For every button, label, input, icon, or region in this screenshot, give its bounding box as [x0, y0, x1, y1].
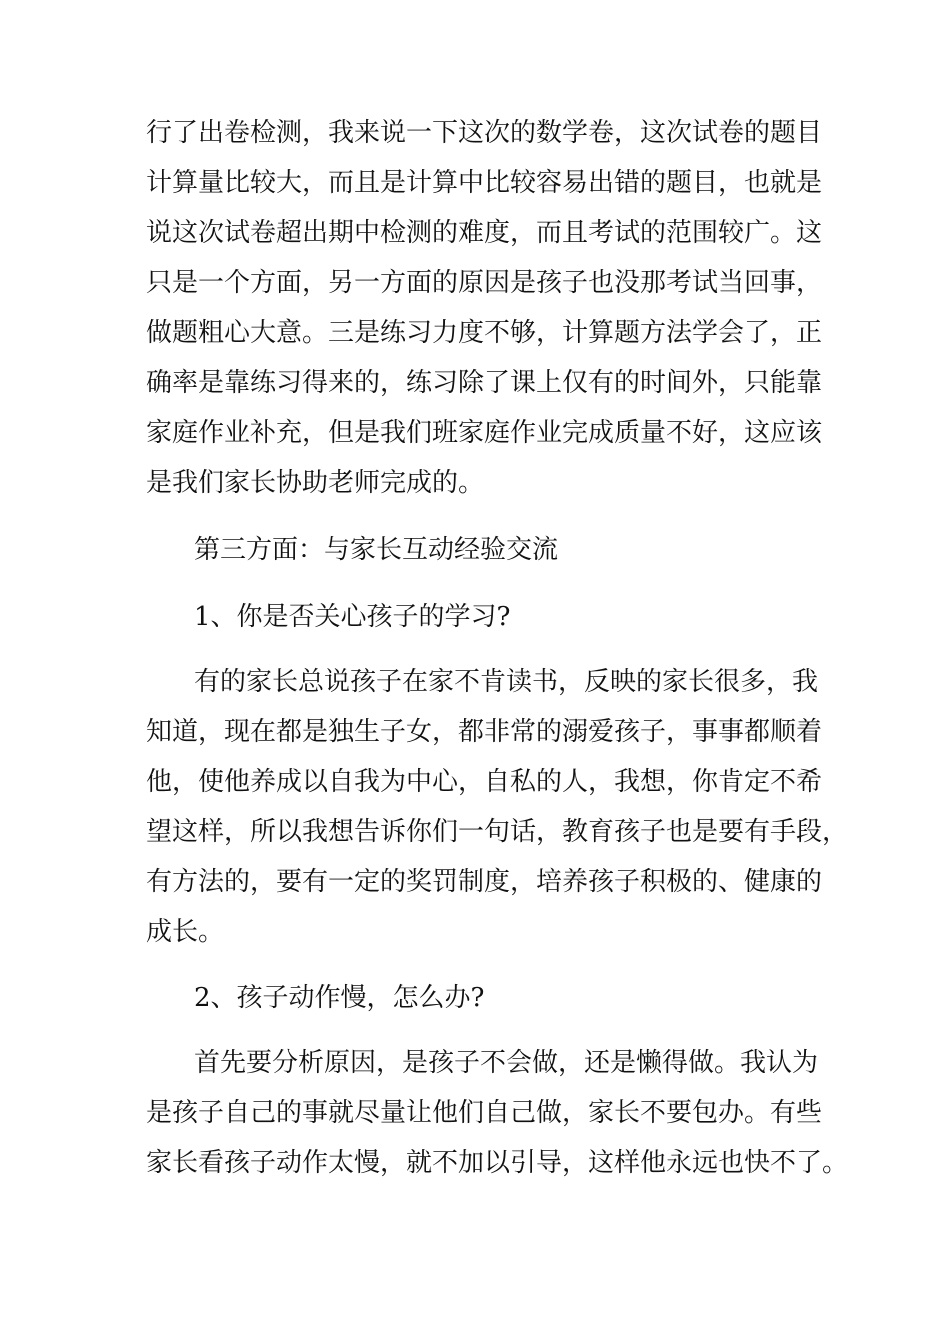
text-line: 成长。	[146, 917, 225, 947]
text-line: 是我们家长协助老师完成的。	[146, 468, 485, 498]
text-line: 有的家长总说孩子在家不肯读书，反映的家长很多，我	[194, 667, 819, 697]
text-line: 家庭作业补充，但是我们班家庭作业完成质量不好，这应该	[146, 418, 823, 448]
text-line: 家长看孩子动作太慢，就不加以引导，这样他永远也快不了。	[146, 1148, 849, 1178]
text-line: 只是一个方面，另一方面的原因是孩子也没那考试当回事，	[146, 268, 823, 298]
question-heading-2: 2、孩子动作慢，怎么办?	[194, 983, 485, 1013]
text-line: 望这样，所以我想告诉你们一句话，教育孩子也是要有手段，	[146, 817, 849, 847]
text-line: 有方法的，要有一定的奖罚制度，培养孩子积极的、健康的	[146, 867, 823, 897]
text-line: 他，使他养成以自我为中心，自私的人，我想，你肯定不希	[146, 767, 823, 797]
text-line: 行了出卷检测，我来说一下这次的数学卷，这次试卷的题目	[146, 118, 823, 148]
text-line: 计算量比较大，而且是计算中比较容易出错的题目，也就是	[146, 168, 823, 198]
text-line: 做题粗心大意。三是练习力度不够，计算题方法学会了，正	[146, 318, 823, 348]
question-heading-1: 1、你是否关心孩子的学习?	[194, 602, 511, 632]
section-heading: 第三方面：与家长互动经验交流	[194, 535, 559, 565]
text-line: 首先要分析原因，是孩子不会做，还是懒得做。我认为	[194, 1048, 819, 1078]
text-line: 是孩子自己的事就尽量让他们自己做，家长不要包办。有些	[146, 1098, 823, 1128]
text-line: 确率是靠练习得来的，练习除了课上仅有的时间外，只能靠	[146, 368, 823, 398]
text-line: 知道，现在都是独生子女，都非常的溺爱孩子，事事都顺着	[146, 717, 823, 747]
text-line: 说这次试卷超出期中检测的难度，而且考试的范围较广。这	[146, 218, 823, 248]
